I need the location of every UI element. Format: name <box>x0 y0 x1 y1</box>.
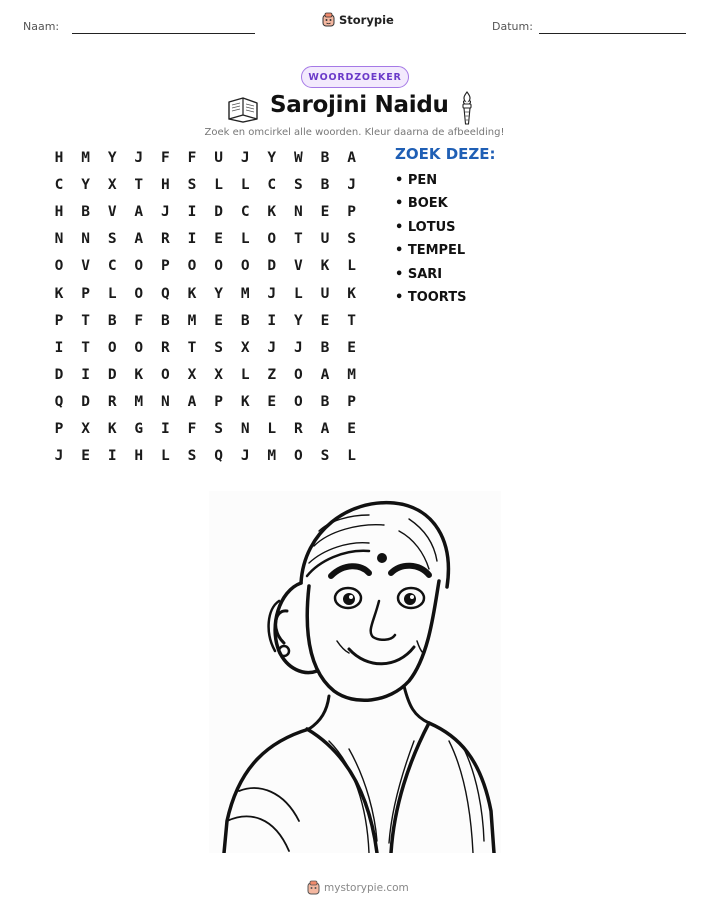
grid-letter[interactable]: E <box>214 231 223 248</box>
footer <box>307 880 409 895</box>
word-list-title: ZOEK DEZE: <box>395 145 496 163</box>
date-label: Datum: <box>492 20 533 33</box>
grid-letter[interactable]: S <box>187 448 197 465</box>
grid-letter[interactable]: L <box>214 177 223 194</box>
grid-letter[interactable]: M <box>347 366 356 383</box>
grid-letter[interactable]: R <box>294 421 303 437</box>
grid-letter[interactable]: P <box>161 258 170 275</box>
grid-letter[interactable]: A <box>347 150 356 166</box>
grid-letter[interactable]: O <box>267 231 277 248</box>
grid-letter[interactable]: N <box>240 421 250 437</box>
grid-letter[interactable]: R <box>161 339 170 356</box>
grid-letter[interactable]: S <box>107 231 117 248</box>
grid-letter[interactable]: L <box>347 258 356 275</box>
grid-letter[interactable]: O <box>294 448 303 465</box>
grid-letter[interactable]: J <box>240 150 250 166</box>
grid-letter[interactable]: U <box>320 285 330 302</box>
grid-letter[interactable]: I <box>107 448 117 465</box>
grid-letter[interactable]: Y <box>294 312 303 329</box>
grid-letter[interactable]: I <box>267 312 277 329</box>
grid-letter[interactable]: S <box>294 177 303 194</box>
grid-letter[interactable]: Z <box>267 366 277 383</box>
grid-letter[interactable]: Q <box>54 393 64 410</box>
grid-letter[interactable]: I <box>54 339 64 356</box>
grid-letter[interactable]: T <box>187 339 197 356</box>
grid-letter[interactable]: D <box>107 366 117 383</box>
grid-letter[interactable]: Q <box>161 285 170 302</box>
grid-letter[interactable]: K <box>187 285 197 302</box>
date-line[interactable] <box>539 33 686 34</box>
grid-letter[interactable]: B <box>320 339 330 356</box>
grid-letter[interactable]: J <box>294 339 303 356</box>
grid-letter[interactable]: K <box>134 366 144 383</box>
grid-letter[interactable]: S <box>320 448 330 465</box>
grid-letter[interactable]: B <box>320 177 330 194</box>
grid-letter[interactable]: F <box>187 150 197 166</box>
grid-letter[interactable]: C <box>54 177 64 194</box>
grid-letter[interactable]: N <box>161 393 170 410</box>
grid-letter[interactable]: K <box>320 258 330 275</box>
grid-letter[interactable]: V <box>294 258 303 275</box>
grid-letter[interactable]: H <box>54 150 64 166</box>
grid-letter[interactable]: L <box>267 421 277 437</box>
grid-letter[interactable]: E <box>320 312 330 329</box>
grid-letter[interactable]: H <box>54 204 64 221</box>
grid-letter[interactable]: O <box>134 258 144 275</box>
grid-letter[interactable]: I <box>187 231 197 248</box>
grid-letter[interactable]: L <box>240 231 250 248</box>
grid-letter[interactable]: M <box>240 285 250 302</box>
grid-letter[interactable]: I <box>161 421 170 437</box>
grid-letter[interactable]: C <box>107 258 117 275</box>
grid-letter[interactable]: X <box>214 366 223 383</box>
grid-letter[interactable]: E <box>347 421 356 437</box>
grid-letter[interactable]: D <box>81 393 90 410</box>
word-list-item: • TEMPEL <box>395 243 466 259</box>
instructions: Zoek en omcirkel alle woorden. Kleur daarna de afbeelding! <box>204 127 505 138</box>
grid-letter[interactable]: O <box>187 258 197 275</box>
grid-letter[interactable]: E <box>81 448 90 465</box>
grid-letter[interactable]: D <box>54 366 64 383</box>
grid-letter[interactable]: P <box>347 204 356 221</box>
grid-letter[interactable]: X <box>81 421 90 437</box>
word-list <box>395 169 466 309</box>
book-icon <box>226 94 260 124</box>
grid-letter[interactable]: A <box>134 204 144 221</box>
grid-letter[interactable]: H <box>161 177 170 194</box>
grid-letter[interactable]: I <box>81 366 90 383</box>
page-title: Sarojini Naidu <box>270 92 449 118</box>
grid-letter[interactable]: V <box>81 258 90 275</box>
grid-letter[interactable]: J <box>240 448 250 465</box>
grid-letter[interactable]: R <box>107 393 117 410</box>
grid-letter[interactable]: H <box>134 448 144 465</box>
grid-letter[interactable]: P <box>81 285 90 302</box>
grid-letter[interactable]: O <box>134 339 144 356</box>
grid-letter[interactable]: M <box>134 393 144 410</box>
grid-letter[interactable]: N <box>81 231 90 248</box>
grid-letter[interactable]: R <box>161 231 170 248</box>
grid-letter[interactable]: O <box>54 258 64 275</box>
grid-letter[interactable]: N <box>294 204 303 221</box>
grid-letter[interactable]: O <box>240 258 250 275</box>
grid-letter[interactable]: Y <box>214 285 223 302</box>
grid-letter[interactable]: M <box>187 312 197 329</box>
grid-letter[interactable]: K <box>107 421 117 437</box>
grid-letter[interactable]: J <box>134 150 144 166</box>
grid-letter[interactable]: P <box>54 312 64 329</box>
grid-letter[interactable]: L <box>161 448 170 465</box>
storypie-logo-icon <box>307 880 320 895</box>
grid-letter[interactable]: Q <box>214 448 223 465</box>
grid-letter[interactable]: O <box>161 366 170 383</box>
grid-letter[interactable]: S <box>214 421 223 437</box>
storypie-logo-icon <box>322 12 335 27</box>
grid-letter[interactable]: F <box>161 150 170 166</box>
grid-letter[interactable]: O <box>107 339 117 356</box>
grid-letter[interactable]: B <box>81 204 90 221</box>
grid-letter[interactable]: N <box>54 231 64 248</box>
grid-letter[interactable]: C <box>240 204 250 221</box>
grid-letter[interactable]: A <box>320 366 330 383</box>
grid-letter[interactable]: K <box>240 393 250 410</box>
grid-letter[interactable]: L <box>107 285 117 302</box>
grid-letter[interactable]: T <box>81 312 90 329</box>
grid-letter[interactable]: B <box>161 312 170 329</box>
grid-letter[interactable]: T <box>81 339 90 356</box>
grid-letter[interactable]: P <box>347 393 356 410</box>
name-label: Naam: <box>23 20 60 33</box>
grid-letter[interactable]: G <box>134 421 144 437</box>
grid-letter[interactable]: Y <box>81 177 90 194</box>
grid-letter[interactable]: L <box>240 177 250 194</box>
grid-letter[interactable]: J <box>267 339 277 356</box>
word-list-item: • LOTUS <box>395 219 456 235</box>
grid-letter[interactable]: X <box>187 366 197 383</box>
grid-letter[interactable]: K <box>347 285 356 302</box>
grid-letter[interactable]: L <box>294 285 303 302</box>
grid-letter[interactable]: K <box>267 204 277 221</box>
grid-letter[interactable]: B <box>107 312 117 329</box>
grid-letter[interactable]: O <box>214 258 223 275</box>
grid-letter[interactable]: F <box>187 421 197 437</box>
grid-letter[interactable]: W <box>294 150 303 166</box>
grid-letter[interactable]: E <box>320 204 330 221</box>
grid-letter[interactable]: J <box>347 177 356 194</box>
grid-letter[interactable]: L <box>240 366 250 383</box>
brand <box>322 12 394 27</box>
grid-letter[interactable]: S <box>187 177 197 194</box>
grid-letter[interactable]: T <box>294 231 303 248</box>
grid-letter[interactable]: B <box>320 393 330 410</box>
grid-letter[interactable]: F <box>134 312 144 329</box>
grid-letter[interactable]: O <box>294 393 303 410</box>
grid-letter[interactable]: B <box>320 150 330 166</box>
grid-letter[interactable]: S <box>347 231 356 248</box>
grid-letter[interactable]: T <box>347 312 356 329</box>
title-row <box>0 88 709 128</box>
grid-letter[interactable]: E <box>267 393 277 410</box>
torch-icon <box>458 91 476 125</box>
grid-letter[interactable]: J <box>161 204 170 221</box>
grid-letter[interactable]: L <box>347 448 356 465</box>
grid-letter[interactable]: U <box>214 150 223 166</box>
grid-letter[interactable]: V <box>107 204 117 221</box>
grid-letter[interactable]: A <box>320 421 330 437</box>
grid-letter[interactable]: T <box>134 177 144 194</box>
grid-letter[interactable]: S <box>214 339 223 356</box>
grid-letter[interactable]: Y <box>107 150 117 166</box>
word-list-item: • TOORTS <box>395 289 467 305</box>
name-line[interactable] <box>72 33 255 34</box>
grid-letter[interactable]: J <box>54 448 64 465</box>
grid-letter[interactable]: K <box>54 285 64 302</box>
footer-url[interactable]: mystorypie.com <box>324 881 409 894</box>
grid-letter[interactable]: B <box>240 312 250 329</box>
word-list-item: • BOEK <box>395 196 448 212</box>
grid-letter[interactable]: D <box>267 258 277 275</box>
grid-letter[interactable]: I <box>187 204 197 221</box>
brand-name: Storypie <box>339 12 394 27</box>
grid-letter[interactable]: O <box>294 366 303 383</box>
grid-letter[interactable]: C <box>267 177 277 194</box>
grid-letter[interactable]: J <box>267 285 277 302</box>
grid-letter[interactable]: M <box>267 448 277 465</box>
grid-letter[interactable]: O <box>134 285 144 302</box>
grid-letter[interactable]: P <box>54 421 64 437</box>
grid-letter[interactable]: E <box>214 312 223 329</box>
grid-letter[interactable]: M <box>81 150 90 166</box>
coloring-portrait-image[interactable] <box>209 491 501 853</box>
grid-letter[interactable]: A <box>134 231 144 248</box>
grid-letter[interactable]: P <box>214 393 223 410</box>
grid-letter[interactable]: U <box>320 231 330 248</box>
grid-letter[interactable]: X <box>240 339 250 356</box>
grid-letter[interactable]: A <box>187 393 197 410</box>
grid-letter[interactable]: Y <box>267 150 277 166</box>
grid-letter[interactable]: D <box>214 204 223 221</box>
grid-letter[interactable]: X <box>107 177 117 194</box>
worksheet-type-badge: WOORDZOEKER <box>301 66 409 88</box>
word-list-item: • PEN <box>395 173 438 188</box>
word-list-item: • SARI <box>395 266 443 282</box>
grid-letter[interactable]: E <box>347 339 356 356</box>
